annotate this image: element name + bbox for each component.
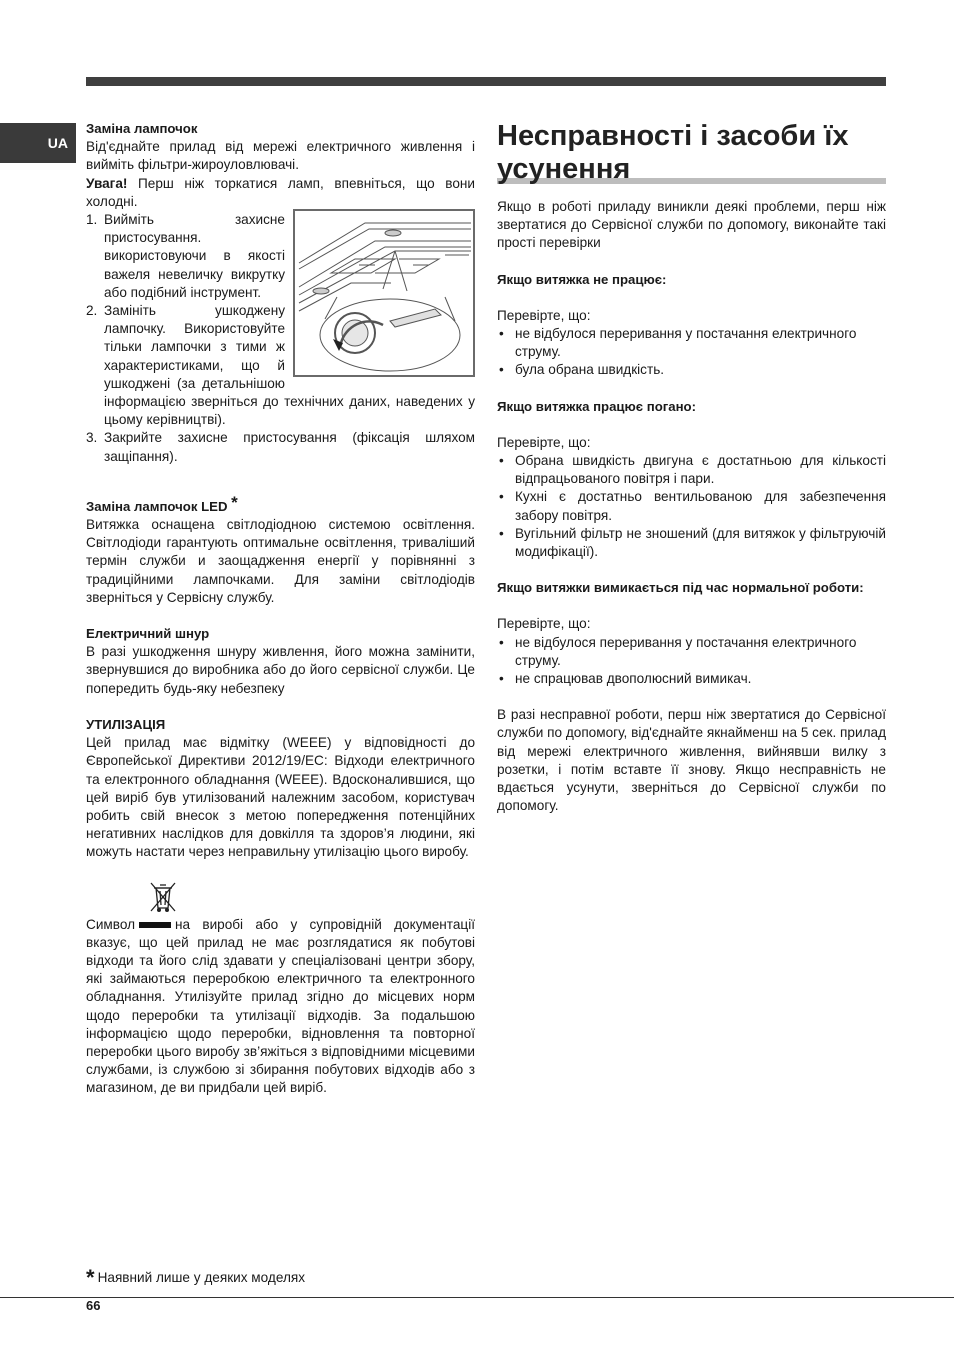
cord-heading: Електричний шнур bbox=[86, 626, 210, 642]
led-heading-text: Заміна лампочок LED bbox=[86, 498, 228, 514]
header-rule bbox=[86, 77, 886, 86]
symbol-word: Символ bbox=[86, 916, 136, 932]
lamp-step bbox=[86, 302, 475, 429]
language-tab: UA bbox=[0, 123, 76, 163]
check-list bbox=[497, 452, 886, 561]
section-heading: Якщо витяжка працює погано: bbox=[497, 398, 696, 414]
weee-bar-icon bbox=[139, 922, 171, 928]
list-item: • Кухні є достатньо вентильованою для забезпечення забору повітря. bbox=[497, 488, 886, 524]
footer-rule bbox=[0, 1297, 954, 1298]
symbol-paragraph bbox=[86, 916, 475, 1098]
left-column bbox=[86, 120, 475, 1098]
section-check: Перевірте, що: bbox=[497, 616, 591, 632]
check-list bbox=[497, 325, 886, 380]
step-text: Закрийте захисне пристосування (фіксація шляхом защіпання). bbox=[104, 430, 475, 464]
list-item: • була обрана швидкість. bbox=[497, 361, 886, 379]
warning-text: Перш ніж торкатися ламп, впевніться, що вони холодні. bbox=[86, 175, 475, 209]
list-item: • Вугільний фільтр не зношений (для витяжок у фільтруючій модифікації). bbox=[497, 525, 886, 561]
troubleshoot-intro: Якщо в роботі приладу виникли деякі проблеми, перш ніж звертатися до Сервісної служби по допомогу, виконайте такі прості перевірки bbox=[497, 199, 886, 251]
section-check: Перевірте, що: bbox=[497, 434, 591, 450]
cord-text: В разі ушкодження шнуру живлення, його можна замінити, звернувшися до виробника або до його сервісної служби. Це попередить будь-яку небезпеку bbox=[86, 644, 475, 696]
lamp-heading: Заміна лампочок bbox=[86, 121, 198, 136]
footnote-text: Наявний лише у деяких моделях bbox=[97, 1270, 306, 1285]
step-number: 2. bbox=[86, 303, 98, 319]
step-number: 3. bbox=[86, 430, 98, 446]
list-item: • не спрацював двополюсний вимикач. bbox=[497, 670, 886, 688]
step-text: Замініть ушкоджену лампочку. Використовуйте тільки лампочки з тими ж характеристиками, що й ушкоджені (за детальнішою інформацією зверніться до технічних даних, наведених у цьому керівництві). bbox=[104, 303, 475, 428]
list-item: • не відбулося переривання у постачання електричного струму. bbox=[497, 634, 886, 670]
section-heading: Якщо витяжка не працює: bbox=[497, 271, 667, 287]
right-column bbox=[497, 120, 886, 815]
crossed-bin-icon bbox=[148, 880, 178, 914]
step-text: Вийміть захисне пристосування. використовуючи в якості важеля невеличку викрутку або подібний інструмент. bbox=[104, 212, 285, 300]
disposal-heading: УТИЛІЗАЦІЯ bbox=[86, 716, 166, 732]
asterisk-icon: * bbox=[231, 492, 238, 512]
lamp-steps-list bbox=[86, 211, 475, 466]
section-heading: Якщо витяжки вимикається під час нормальної роботи: bbox=[497, 580, 864, 596]
footnote bbox=[86, 1265, 305, 1291]
list-item: • Обрана швидкість двигуна є достатньою для кількості відпрацьованого повітря і пари. bbox=[497, 452, 886, 488]
led-heading bbox=[86, 494, 475, 516]
step-number: 1. bbox=[86, 212, 98, 228]
lamp-step bbox=[86, 429, 475, 465]
asterisk-icon: * bbox=[86, 1265, 95, 1290]
list-item: • не відбулося переривання у постачання електричного струму. bbox=[497, 325, 886, 361]
page-number: 66 bbox=[86, 1298, 101, 1313]
section-check: Перевірте, що: bbox=[497, 307, 591, 323]
symbol-text: на виробі або у супровідній документації вказує, що цей прилад не має розглядатися як побутові відходи та його слід здавати у спеціалізовані центри збору, які займаються переробкою електричного та електронного обладнання. Утилізуйте прилад згідно до місцевих норм щодо переробки та утилізації відходів. За подальшою інформацією щодо переробки, відновлення та повторної переробки цього виробу зв’яжіться з відповідними місцевими службами, із службою зі збирання побутових відходів або з магазином, де ви придбали цей виріб. bbox=[86, 916, 475, 1096]
check-list bbox=[497, 634, 886, 689]
disposal-text: Цей прилад має відмітку (WEEE) у відповідності до Європейської Директиви 2012/19/EC: Відходи електричного та електронного обладнання (WEEE). Вдосконалившися, що цей виріб був утилізований належним засобом, користувач робить свій внесок з метою попередження потенційних негативних наслідков для довкілля та здоров’я людини, які можуть настати через неправильну утилізацію цього виробу. bbox=[86, 735, 475, 860]
closing-text: В разі несправної роботи, перш ніж звертатися до Сервісної служби по допомогу, від'єднайте якнайменш на 5 сек. прилад від мережі електричного живлення, вийнявши вилку з розетки, і потім вставте її знову. Якщо несправність не вдається усунути, зверніться до Сервісної служби по допомогу. bbox=[497, 707, 886, 814]
lamp-step bbox=[86, 211, 475, 302]
lamp-intro: Від'єднайте прилад від мережі електричного живлення і вийміть фільтри-жироуловлювачі. bbox=[86, 139, 475, 173]
led-text: Витяжка оснащена світлодіодною системою освітлення. Світлодіоди гарантують оптимальне освітлення, триваліший термін служби и заощадження енергії у порівнянні з традиційними лампочками. Для заміни світлодіодів зверніться у Сервісну службу. bbox=[86, 517, 475, 605]
lamp-warning bbox=[86, 175, 475, 211]
page-title: Несправності і засоби їх усунення bbox=[497, 120, 849, 185]
warning-label: Увага! bbox=[86, 175, 128, 191]
